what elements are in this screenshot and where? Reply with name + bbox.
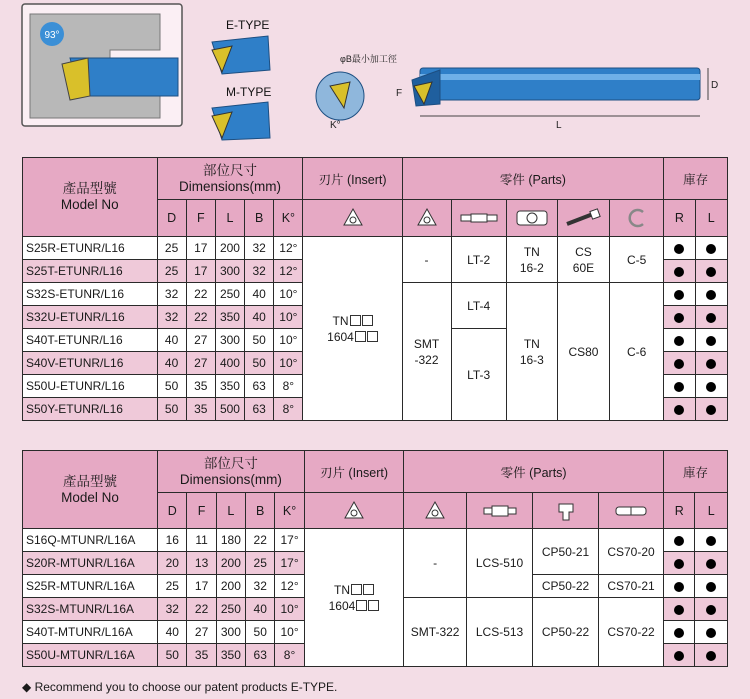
table-row-model: S40V-ETUNR/L16 xyxy=(23,352,158,375)
cell-f: 22 xyxy=(186,306,215,329)
stock-dot xyxy=(664,283,695,306)
stock-dot xyxy=(664,306,695,329)
stock-r-header: R xyxy=(664,493,695,529)
cell-b: 40 xyxy=(245,306,274,329)
screw-b: LT-4 xyxy=(451,283,506,329)
stock-dot xyxy=(664,552,695,575)
cell-l: 250 xyxy=(215,283,244,306)
clamp-c: CP50-22 xyxy=(533,598,599,667)
clamp-screw-icon xyxy=(557,200,609,237)
cell-f: 35 xyxy=(186,398,215,421)
table-row-model: S40T-ETUNR/L16 xyxy=(23,329,158,352)
stock-dot xyxy=(695,529,728,552)
cell-d: 25 xyxy=(157,260,186,283)
stock-l-header: L xyxy=(695,200,727,237)
stock-dot xyxy=(664,598,695,621)
table-row-model: S25R-ETUNR/L16 xyxy=(23,237,158,260)
col-k: K° xyxy=(275,493,304,529)
col-l: L xyxy=(215,200,244,237)
screw-icon xyxy=(451,200,506,237)
col-d: D xyxy=(158,493,187,529)
cell-l: 350 xyxy=(215,306,244,329)
dim-d: D xyxy=(711,80,719,91)
stock-dot xyxy=(695,375,727,398)
stock-dot xyxy=(664,375,695,398)
screw-b: LCS-513 xyxy=(467,598,533,667)
stock-dot xyxy=(695,644,728,667)
stock-dot xyxy=(664,352,695,375)
table-row-model: S32S-MTUNR/L16A xyxy=(23,598,158,621)
boring-bar xyxy=(420,68,700,100)
insert-code: TN 1604 xyxy=(303,237,402,421)
cell-f: 35 xyxy=(186,375,215,398)
stock-dot xyxy=(695,283,727,306)
col-b: B xyxy=(246,493,275,529)
parts-header: 零件 (Parts) xyxy=(402,158,664,200)
clamp-icon xyxy=(533,493,599,529)
insert-header: 刃片 (Insert) xyxy=(303,158,402,200)
stock-dot xyxy=(695,352,727,375)
cell-f: 22 xyxy=(186,283,215,306)
shim-icon xyxy=(402,200,451,237)
cell-k: 17° xyxy=(275,529,304,552)
stock-dot xyxy=(695,398,727,421)
cell-k: 8° xyxy=(274,398,303,421)
cell-f: 27 xyxy=(186,352,215,375)
bore-note: φB最小加工徑 xyxy=(340,54,397,64)
clamp-screw-a: CS 60E xyxy=(557,237,609,283)
stock-dot xyxy=(664,575,695,598)
cell-d: 32 xyxy=(157,306,186,329)
m-type-label: M-TYPE xyxy=(226,85,272,99)
cell-k: 12° xyxy=(275,575,304,598)
cell-k: 8° xyxy=(275,644,304,667)
clamp-a: TN 16-2 xyxy=(506,237,557,283)
cell-d: 20 xyxy=(158,552,187,575)
screw-a: LT-2 xyxy=(451,237,506,283)
m-type-table xyxy=(22,450,728,667)
dim-l: L xyxy=(556,120,562,131)
cell-k: 12° xyxy=(274,237,303,260)
cell-l: 250 xyxy=(216,598,245,621)
cell-k: 8° xyxy=(274,375,303,398)
col-d: D xyxy=(157,200,186,237)
footnote: ◆ Recommend you to choose our patent products E-TYPE. xyxy=(22,680,338,694)
cell-d: 25 xyxy=(158,575,187,598)
shim-a: - xyxy=(404,529,467,598)
cell-l: 350 xyxy=(215,375,244,398)
cell-b: 32 xyxy=(245,260,274,283)
cell-l: 500 xyxy=(215,398,244,421)
stock-dot xyxy=(695,260,727,283)
cell-f: 17 xyxy=(186,260,215,283)
cell-d: 32 xyxy=(157,283,186,306)
cell-l: 350 xyxy=(216,644,245,667)
cell-l: 180 xyxy=(216,529,245,552)
stock-dot xyxy=(664,529,695,552)
pin-a: CS70-20 xyxy=(599,529,664,575)
cell-f: 11 xyxy=(187,529,216,552)
clamp-screw-b: CS80 xyxy=(557,283,609,421)
screw-a: LCS-510 xyxy=(467,529,533,598)
table-row-model: S40T-MTUNR/L16A xyxy=(23,621,158,644)
screw-c: LT-3 xyxy=(451,329,506,421)
pin-b: CS70-21 xyxy=(599,575,664,598)
stock-dot xyxy=(664,621,695,644)
cell-f: 27 xyxy=(186,329,215,352)
cell-l: 300 xyxy=(216,621,245,644)
cell-b: 40 xyxy=(246,598,275,621)
table-row-model: S50U-ETUNR/L16 xyxy=(23,375,158,398)
stock-dot xyxy=(695,329,727,352)
cell-k: 10° xyxy=(275,598,304,621)
clamp-b: CP50-22 xyxy=(533,575,599,598)
cell-l: 200 xyxy=(216,552,245,575)
cell-d: 50 xyxy=(157,398,186,421)
cell-b: 40 xyxy=(245,283,274,306)
table-row-model: S32U-ETUNR/L16 xyxy=(23,306,158,329)
clamp-a: CP50-21 xyxy=(533,529,599,575)
cell-k: 17° xyxy=(275,552,304,575)
insert-icon xyxy=(303,200,402,237)
stock-dot xyxy=(695,621,728,644)
cell-f: 17 xyxy=(187,575,216,598)
stock-dot xyxy=(695,237,727,260)
stock-l-header: L xyxy=(695,493,728,529)
cell-k: 10° xyxy=(274,306,303,329)
cell-d: 50 xyxy=(157,375,186,398)
clamp-icon xyxy=(506,200,557,237)
col-f: F xyxy=(186,200,215,237)
cell-d: 40 xyxy=(158,621,187,644)
cell-l: 400 xyxy=(215,352,244,375)
cell-k: 10° xyxy=(274,329,303,352)
cell-d: 40 xyxy=(157,352,186,375)
angle-badge-text: 93° xyxy=(44,30,60,41)
table-row-model: S16Q-MTUNR/L16A xyxy=(23,529,158,552)
dimensions-header: 部位尺寸 Dimensions(mm) xyxy=(157,158,303,200)
stock-dot xyxy=(695,598,728,621)
dim-f: F xyxy=(396,88,403,99)
insert-icon xyxy=(304,493,404,529)
stock-dot xyxy=(695,552,728,575)
col-k: K° xyxy=(274,200,303,237)
ring-a: C-5 xyxy=(610,237,664,283)
cell-k: 10° xyxy=(274,283,303,306)
parts-header: 零件 (Parts) xyxy=(404,451,664,493)
cell-b: 63 xyxy=(245,375,274,398)
cell-b: 63 xyxy=(245,398,274,421)
col-b: B xyxy=(245,200,274,237)
cell-l: 200 xyxy=(216,575,245,598)
stock-dot xyxy=(664,398,695,421)
cell-d: 25 xyxy=(157,237,186,260)
stock-r-header: R xyxy=(664,200,695,237)
tool-illustration xyxy=(0,0,750,150)
cell-l: 300 xyxy=(215,329,244,352)
cell-b: 50 xyxy=(245,329,274,352)
cell-k: 10° xyxy=(275,621,304,644)
cell-d: 50 xyxy=(158,644,187,667)
cell-l: 300 xyxy=(215,260,244,283)
cell-b: 63 xyxy=(246,644,275,667)
model-header: 產品型號 Model No xyxy=(23,158,158,237)
retaining-ring-icon xyxy=(610,200,664,237)
table-row-model: S50U-MTUNR/L16A xyxy=(23,644,158,667)
screw-icon xyxy=(467,493,533,529)
cell-b: 50 xyxy=(246,621,275,644)
col-l: L xyxy=(216,493,245,529)
cell-b: 25 xyxy=(246,552,275,575)
pin-icon xyxy=(599,493,664,529)
table-row-model: S25T-ETUNR/L16 xyxy=(23,260,158,283)
cell-f: 17 xyxy=(186,237,215,260)
table-row-model: S32S-ETUNR/L16 xyxy=(23,283,158,306)
table-row-model: S25R-MTUNR/L16A xyxy=(23,575,158,598)
cell-b: 50 xyxy=(245,352,274,375)
shim-b: SMT-322 xyxy=(404,598,467,667)
cell-k: 10° xyxy=(274,352,303,375)
dimensions-header: 部位尺寸 Dimensions(mm) xyxy=(158,451,305,493)
table-row-model: S20R-MTUNR/L16A xyxy=(23,552,158,575)
cell-k: 12° xyxy=(274,260,303,283)
insert-code: TN 1604 xyxy=(304,529,404,667)
dim-k: K° xyxy=(330,120,341,131)
insert-header: 刃片 (Insert) xyxy=(304,451,404,493)
cell-f: 35 xyxy=(187,644,216,667)
stock-dot xyxy=(695,306,727,329)
model-header: 產品型號 Model No xyxy=(23,451,158,529)
e-type-label: E-TYPE xyxy=(226,18,270,32)
cell-d: 16 xyxy=(158,529,187,552)
shim-icon xyxy=(404,493,467,529)
cell-f: 22 xyxy=(187,598,216,621)
ring-b: C-6 xyxy=(610,283,664,421)
cell-b: 32 xyxy=(245,237,274,260)
cell-f: 13 xyxy=(187,552,216,575)
stock-header: 庫存 xyxy=(664,451,728,493)
cell-l: 200 xyxy=(215,237,244,260)
e-type-table xyxy=(22,157,728,421)
clamp-b: TN 16-3 xyxy=(506,283,557,421)
stock-dot xyxy=(664,260,695,283)
cell-b: 22 xyxy=(246,529,275,552)
cell-f: 27 xyxy=(187,621,216,644)
stock-dot xyxy=(695,575,728,598)
cell-b: 32 xyxy=(246,575,275,598)
shim-a: - xyxy=(402,237,451,283)
shim-b: SMT -322 xyxy=(402,283,451,421)
stock-dot xyxy=(664,237,695,260)
cell-d: 32 xyxy=(158,598,187,621)
pin-c: CS70-22 xyxy=(599,598,664,667)
table-row-model: S50Y-ETUNR/L16 xyxy=(23,398,158,421)
cell-d: 40 xyxy=(157,329,186,352)
col-f: F xyxy=(187,493,216,529)
stock-dot xyxy=(664,644,695,667)
stock-header: 庫存 xyxy=(664,158,728,200)
stock-dot xyxy=(664,329,695,352)
